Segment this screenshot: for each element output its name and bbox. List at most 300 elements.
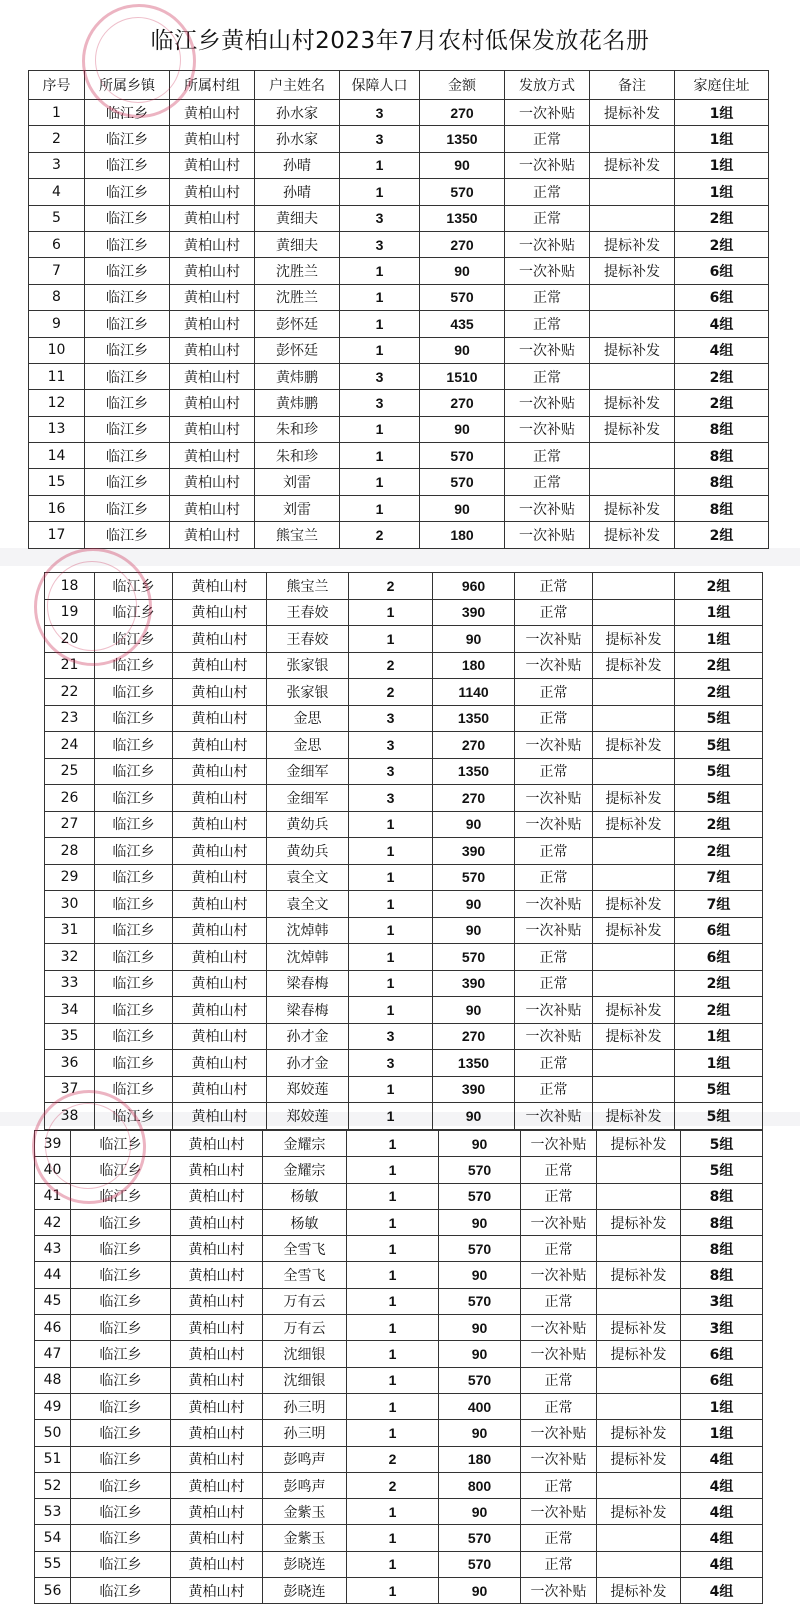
cell-index: 53 <box>35 1499 71 1525</box>
cell-note <box>593 1076 675 1103</box>
cell-township: 临江乡 <box>71 1262 171 1288</box>
cell-head-name: 王春姣 <box>267 599 349 626</box>
cell-index: 32 <box>45 944 95 971</box>
cell-township: 临江乡 <box>71 1315 171 1341</box>
cell-index: 46 <box>35 1315 71 1341</box>
cell-method: 一次补贴 <box>521 1341 597 1367</box>
cell-population: 3 <box>340 231 420 257</box>
cell-population: 3 <box>349 705 433 732</box>
cell-amount: 90 <box>420 495 505 521</box>
cell-note <box>590 443 675 469</box>
cell-village: 黄柏山村 <box>173 705 267 732</box>
cell-method: 正常 <box>515 970 593 997</box>
cell-village: 黄柏山村 <box>170 100 255 126</box>
cell-head-name: 万有云 <box>263 1315 347 1341</box>
cell-address: 2组 <box>675 838 763 865</box>
cell-method: 正常 <box>505 179 590 205</box>
cell-amount: 960 <box>433 573 515 600</box>
cell-address: 2组 <box>675 231 769 257</box>
table-row <box>29 205 769 231</box>
cell-amount: 270 <box>420 100 505 126</box>
cell-method: 一次补贴 <box>515 626 593 653</box>
cell-population: 1 <box>340 469 420 495</box>
cell-village: 黄柏山村 <box>173 944 267 971</box>
cell-population: 1 <box>347 1131 439 1157</box>
cell-head-name: 金细军 <box>267 785 349 812</box>
cell-address: 3组 <box>681 1288 763 1314</box>
cell-method: 正常 <box>505 126 590 152</box>
cell-amount: 570 <box>439 1525 521 1551</box>
cell-township: 临江乡 <box>95 864 173 891</box>
cell-note: 提标补发 <box>597 1420 681 1446</box>
table-row <box>29 495 769 521</box>
cell-township: 临江乡 <box>85 495 170 521</box>
cell-population: 1 <box>340 416 420 442</box>
cell-address: 1组 <box>681 1393 763 1419</box>
cell-note: 提标补发 <box>593 652 675 679</box>
cell-village: 黄柏山村 <box>170 311 255 337</box>
cell-method: 一次补贴 <box>505 152 590 178</box>
cell-population: 3 <box>349 1050 433 1077</box>
cell-township: 临江乡 <box>71 1499 171 1525</box>
cell-amount: 570 <box>420 179 505 205</box>
cell-note <box>593 573 675 600</box>
cell-index: 5 <box>29 205 85 231</box>
cell-note <box>590 284 675 310</box>
cell-head-name: 金思 <box>267 705 349 732</box>
header-amount: 金额 <box>420 71 505 100</box>
cell-township: 临江乡 <box>95 891 173 918</box>
cell-amount: 90 <box>439 1341 521 1367</box>
cell-method: 正常 <box>515 864 593 891</box>
cell-note: 提标补发 <box>593 732 675 759</box>
cell-amount: 180 <box>420 522 505 548</box>
cell-township: 临江乡 <box>95 811 173 838</box>
roster-sheet-1 <box>28 70 768 549</box>
cell-township: 临江乡 <box>95 599 173 626</box>
cell-village: 黄柏山村 <box>171 1446 263 1472</box>
table-row <box>35 1288 763 1314</box>
cell-population: 1 <box>340 179 420 205</box>
cell-village: 黄柏山村 <box>170 443 255 469</box>
cell-amount: 90 <box>420 152 505 178</box>
cell-village: 黄柏山村 <box>173 573 267 600</box>
cell-note: 提标补发 <box>597 1578 681 1604</box>
cell-note <box>597 1551 681 1577</box>
cell-township: 临江乡 <box>85 311 170 337</box>
cell-township: 临江乡 <box>71 1236 171 1262</box>
cell-village: 黄柏山村 <box>171 1367 263 1393</box>
cell-index: 51 <box>35 1446 71 1472</box>
cell-township: 临江乡 <box>95 997 173 1024</box>
cell-index: 43 <box>35 1236 71 1262</box>
cell-village: 黄柏山村 <box>171 1341 263 1367</box>
cell-address: 6组 <box>675 258 769 284</box>
table-row <box>35 1472 763 1498</box>
cell-village: 黄柏山村 <box>173 652 267 679</box>
cell-method: 正常 <box>521 1551 597 1577</box>
cell-method: 一次补贴 <box>515 811 593 838</box>
cell-village: 黄柏山村 <box>171 1315 263 1341</box>
cell-method: 正常 <box>515 573 593 600</box>
cell-head-name: 梁春梅 <box>267 970 349 997</box>
cell-population: 1 <box>347 1499 439 1525</box>
cell-method: 一次补贴 <box>505 390 590 416</box>
cell-index: 3 <box>29 152 85 178</box>
cell-township: 临江乡 <box>85 179 170 205</box>
cell-amount: 570 <box>420 469 505 495</box>
cell-index: 35 <box>45 1023 95 1050</box>
cell-township: 临江乡 <box>85 337 170 363</box>
cell-index: 37 <box>45 1076 95 1103</box>
cell-note <box>590 363 675 389</box>
cell-amount: 570 <box>420 443 505 469</box>
cell-township: 临江乡 <box>85 363 170 389</box>
cell-method: 一次补贴 <box>521 1420 597 1446</box>
cell-amount: 390 <box>433 838 515 865</box>
cell-index: 25 <box>45 758 95 785</box>
cell-address: 6组 <box>681 1341 763 1367</box>
cell-township: 临江乡 <box>95 944 173 971</box>
table-row <box>35 1236 763 1262</box>
cell-address: 2组 <box>675 970 763 997</box>
cell-note <box>590 126 675 152</box>
cell-note <box>597 1288 681 1314</box>
cell-village: 黄柏山村 <box>170 284 255 310</box>
cell-index: 27 <box>45 811 95 838</box>
cell-population: 3 <box>349 785 433 812</box>
cell-method: 正常 <box>505 205 590 231</box>
cell-amount: 270 <box>420 231 505 257</box>
table-row <box>45 705 763 732</box>
cell-method: 正常 <box>505 443 590 469</box>
cell-address: 2组 <box>675 363 769 389</box>
table-row <box>45 758 763 785</box>
cell-township: 临江乡 <box>71 1131 171 1157</box>
cell-address: 5组 <box>675 732 763 759</box>
cell-method: 一次补贴 <box>505 231 590 257</box>
cell-population: 1 <box>340 495 420 521</box>
cell-village: 黄柏山村 <box>171 1209 263 1235</box>
cell-head-name: 郑姣莲 <box>267 1103 349 1130</box>
cell-method: 正常 <box>515 599 593 626</box>
cell-head-name: 孙晴 <box>255 152 340 178</box>
cell-village: 黄柏山村 <box>171 1157 263 1183</box>
cell-amount: 270 <box>433 1023 515 1050</box>
cell-index: 12 <box>29 390 85 416</box>
cell-head-name: 熊宝兰 <box>255 522 340 548</box>
cell-village: 黄柏山村 <box>170 522 255 548</box>
cell-note <box>597 1367 681 1393</box>
cell-population: 1 <box>347 1262 439 1288</box>
cell-head-name: 沈胜兰 <box>255 284 340 310</box>
cell-amount: 1350 <box>420 205 505 231</box>
cell-amount: 570 <box>439 1551 521 1577</box>
cell-population: 1 <box>347 1367 439 1393</box>
cell-address: 5组 <box>675 758 763 785</box>
cell-head-name: 沈细银 <box>263 1367 347 1393</box>
cell-head-name: 孙水家 <box>255 100 340 126</box>
cell-note: 提标补发 <box>590 416 675 442</box>
cell-village: 黄柏山村 <box>173 811 267 838</box>
cell-amount: 270 <box>420 390 505 416</box>
cell-township: 临江乡 <box>85 284 170 310</box>
cell-note: 提标补发 <box>593 1023 675 1050</box>
cell-village: 黄柏山村 <box>170 495 255 521</box>
cell-amount: 570 <box>439 1157 521 1183</box>
cell-head-name: 刘雷 <box>255 495 340 521</box>
cell-method: 一次补贴 <box>521 1499 597 1525</box>
cell-index: 42 <box>35 1209 71 1235</box>
cell-note: 提标补发 <box>590 152 675 178</box>
cell-amount: 90 <box>439 1262 521 1288</box>
cell-amount: 1350 <box>420 126 505 152</box>
cell-population: 1 <box>349 1076 433 1103</box>
cell-method: 一次补贴 <box>515 891 593 918</box>
cell-population: 1 <box>347 1551 439 1577</box>
cell-index: 34 <box>45 997 95 1024</box>
cell-village: 黄柏山村 <box>173 970 267 997</box>
cell-method: 正常 <box>521 1367 597 1393</box>
cell-township: 临江乡 <box>85 231 170 257</box>
cell-address: 2组 <box>675 811 763 838</box>
cell-population: 1 <box>349 626 433 653</box>
cell-note: 提标补发 <box>597 1262 681 1288</box>
cell-note <box>597 1157 681 1183</box>
table-row <box>29 311 769 337</box>
cell-amount: 570 <box>433 944 515 971</box>
table-row <box>35 1499 763 1525</box>
table-row <box>35 1393 763 1419</box>
cell-note: 提标补发 <box>597 1499 681 1525</box>
cell-note: 提标补发 <box>590 390 675 416</box>
cell-index: 45 <box>35 1288 71 1314</box>
cell-index: 48 <box>35 1367 71 1393</box>
cell-population: 1 <box>347 1315 439 1341</box>
cell-head-name: 沈胜兰 <box>255 258 340 284</box>
cell-amount: 90 <box>433 891 515 918</box>
cell-population: 1 <box>349 970 433 997</box>
cell-method: 一次补贴 <box>521 1131 597 1157</box>
cell-note <box>597 1525 681 1551</box>
cell-address: 1组 <box>675 599 763 626</box>
cell-method: 正常 <box>521 1288 597 1314</box>
cell-village: 黄柏山村 <box>170 390 255 416</box>
cell-note: 提标补发 <box>590 522 675 548</box>
cell-index: 22 <box>45 679 95 706</box>
cell-amount: 90 <box>420 337 505 363</box>
cell-address: 1组 <box>675 100 769 126</box>
cell-village: 黄柏山村 <box>171 1578 263 1604</box>
cell-index: 38 <box>45 1103 95 1130</box>
cell-population: 3 <box>340 205 420 231</box>
cell-index: 55 <box>35 1551 71 1577</box>
cell-township: 临江乡 <box>95 758 173 785</box>
cell-population: 3 <box>349 1023 433 1050</box>
cell-township: 临江乡 <box>71 1420 171 1446</box>
cell-note: 提标补发 <box>590 495 675 521</box>
cell-method: 正常 <box>515 838 593 865</box>
table-row <box>35 1551 763 1577</box>
cell-note <box>590 311 675 337</box>
cell-head-name: 金耀宗 <box>263 1131 347 1157</box>
cell-method: 正常 <box>521 1236 597 1262</box>
roster-sheet-2 <box>44 572 762 1130</box>
header-address: 家庭住址 <box>675 71 769 100</box>
cell-method: 一次补贴 <box>505 495 590 521</box>
cell-index: 33 <box>45 970 95 997</box>
header-township: 所属乡镇 <box>85 71 170 100</box>
cell-head-name: 彭晓连 <box>263 1578 347 1604</box>
cell-population: 1 <box>349 917 433 944</box>
cell-head-name: 黄炜鹏 <box>255 363 340 389</box>
cell-index: 1 <box>29 100 85 126</box>
cell-population: 1 <box>347 1420 439 1446</box>
table-row <box>29 258 769 284</box>
cell-method: 正常 <box>515 944 593 971</box>
cell-address: 7组 <box>675 864 763 891</box>
cell-head-name: 黄炜鹏 <box>255 390 340 416</box>
table-row <box>35 1578 763 1604</box>
cell-population: 1 <box>347 1157 439 1183</box>
cell-amount: 570 <box>439 1367 521 1393</box>
cell-address: 8组 <box>681 1262 763 1288</box>
cell-index: 28 <box>45 838 95 865</box>
header-head-name: 户主姓名 <box>255 71 340 100</box>
cell-village: 黄柏山村 <box>173 1023 267 1050</box>
cell-method: 一次补贴 <box>515 1023 593 1050</box>
cell-method: 一次补贴 <box>521 1315 597 1341</box>
cell-population: 1 <box>349 599 433 626</box>
cell-index: 21 <box>45 652 95 679</box>
cell-population: 3 <box>340 100 420 126</box>
cell-head-name: 朱和珍 <box>255 443 340 469</box>
cell-note <box>593 599 675 626</box>
cell-head-name: 彭鸣声 <box>263 1446 347 1472</box>
cell-head-name: 刘雷 <box>255 469 340 495</box>
cell-note: 提标补发 <box>593 811 675 838</box>
cell-village: 黄柏山村 <box>173 864 267 891</box>
cell-amount: 90 <box>420 258 505 284</box>
table-row <box>29 390 769 416</box>
cell-township: 临江乡 <box>85 126 170 152</box>
cell-address: 8组 <box>675 416 769 442</box>
cell-address: 2组 <box>675 997 763 1024</box>
cell-note <box>593 864 675 891</box>
roster-sheet-3 <box>34 1130 762 1604</box>
cell-village: 黄柏山村 <box>170 337 255 363</box>
table-row <box>29 284 769 310</box>
table-row <box>35 1262 763 1288</box>
cell-address: 4组 <box>675 311 769 337</box>
cell-index: 56 <box>35 1578 71 1604</box>
table-row <box>45 1050 763 1077</box>
cell-village: 黄柏山村 <box>173 1103 267 1130</box>
cell-amount: 90 <box>433 917 515 944</box>
cell-amount: 90 <box>433 626 515 653</box>
cell-method: 正常 <box>521 1183 597 1209</box>
cell-index: 47 <box>35 1341 71 1367</box>
cell-address: 4组 <box>681 1472 763 1498</box>
cell-head-name: 郑姣莲 <box>267 1076 349 1103</box>
cell-address: 8组 <box>675 443 769 469</box>
cell-head-name: 沈焯韩 <box>267 917 349 944</box>
cell-township: 临江乡 <box>71 1288 171 1314</box>
cell-amount: 1350 <box>433 1050 515 1077</box>
cell-head-name: 沈细银 <box>263 1341 347 1367</box>
cell-township: 临江乡 <box>85 152 170 178</box>
table-row <box>45 626 763 653</box>
cell-address: 8组 <box>675 495 769 521</box>
cell-village: 黄柏山村 <box>173 785 267 812</box>
cell-head-name: 沈焯韩 <box>267 944 349 971</box>
cell-address: 8组 <box>681 1183 763 1209</box>
cell-index: 10 <box>29 337 85 363</box>
cell-amount: 180 <box>439 1446 521 1472</box>
cell-village: 黄柏山村 <box>171 1499 263 1525</box>
cell-address: 6组 <box>681 1367 763 1393</box>
cell-township: 临江乡 <box>95 1023 173 1050</box>
cell-head-name: 黄幼兵 <box>267 838 349 865</box>
cell-head-name: 万有云 <box>263 1288 347 1314</box>
table-row <box>35 1341 763 1367</box>
table-row <box>35 1367 763 1393</box>
cell-population: 2 <box>347 1446 439 1472</box>
table-row <box>45 997 763 1024</box>
cell-amount: 570 <box>439 1236 521 1262</box>
cell-village: 黄柏山村 <box>171 1525 263 1551</box>
cell-head-name: 孙晴 <box>255 179 340 205</box>
cell-address: 5组 <box>681 1131 763 1157</box>
cell-township: 临江乡 <box>95 705 173 732</box>
cell-index: 8 <box>29 284 85 310</box>
cell-note: 提标补发 <box>597 1131 681 1157</box>
cell-population: 2 <box>340 522 420 548</box>
cell-population: 2 <box>349 652 433 679</box>
table-row <box>29 231 769 257</box>
cell-index: 18 <box>45 573 95 600</box>
cell-amount: 90 <box>433 811 515 838</box>
cell-township: 临江乡 <box>85 100 170 126</box>
cell-address: 5组 <box>675 705 763 732</box>
cell-village: 黄柏山村 <box>173 917 267 944</box>
cell-head-name: 金思 <box>267 732 349 759</box>
table-row <box>35 1157 763 1183</box>
cell-township: 临江乡 <box>71 1209 171 1235</box>
cell-index: 44 <box>35 1262 71 1288</box>
table-body <box>45 573 763 1130</box>
cell-address: 8组 <box>681 1209 763 1235</box>
table-row <box>45 599 763 626</box>
cell-township: 临江乡 <box>85 258 170 284</box>
cell-head-name: 彭鸣声 <box>263 1472 347 1498</box>
cell-village: 黄柏山村 <box>170 179 255 205</box>
cell-head-name: 袁全文 <box>267 891 349 918</box>
cell-note <box>597 1236 681 1262</box>
cell-village: 黄柏山村 <box>173 758 267 785</box>
cell-method: 一次补贴 <box>515 917 593 944</box>
cell-note: 提标补发 <box>593 1103 675 1130</box>
cell-index: 9 <box>29 311 85 337</box>
cell-population: 1 <box>349 811 433 838</box>
cell-method: 一次补贴 <box>521 1446 597 1472</box>
cell-method: 一次补贴 <box>505 337 590 363</box>
cell-method: 正常 <box>505 469 590 495</box>
cell-amount: 270 <box>433 732 515 759</box>
cell-township: 临江乡 <box>71 1578 171 1604</box>
table-row <box>45 785 763 812</box>
cell-method: 正常 <box>521 1393 597 1419</box>
